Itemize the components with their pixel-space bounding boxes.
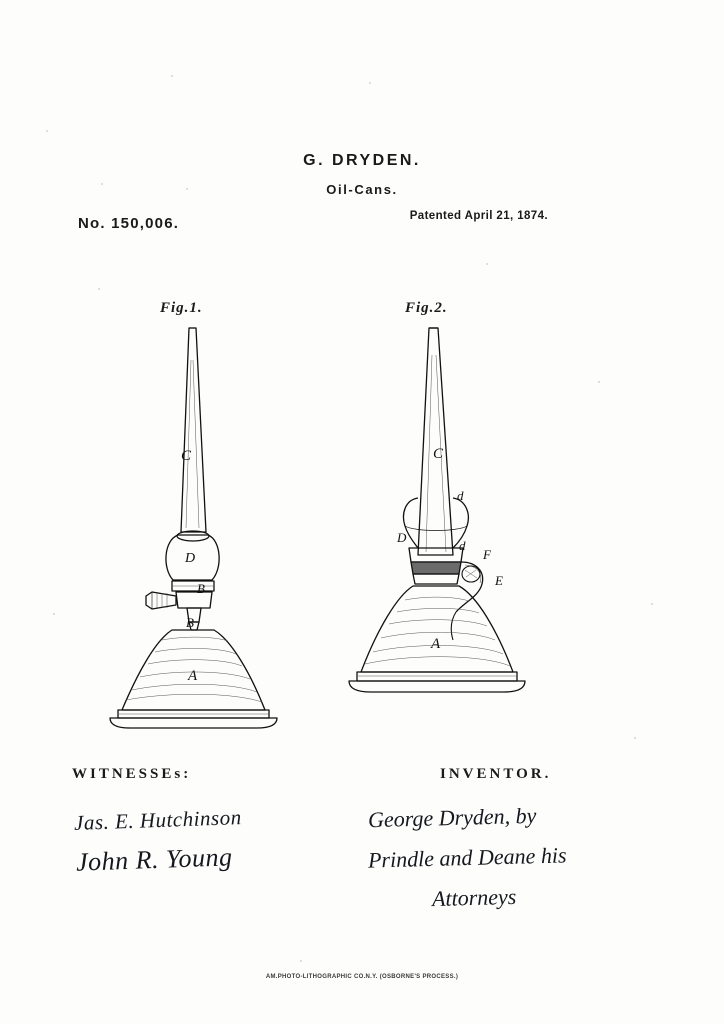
patent-date: Patented April 21, 1874. [409, 210, 548, 222]
part-letter-f: F [483, 547, 491, 562]
inventor-signature-line-2: Prindle and Deane his [367, 842, 567, 873]
paper-speckle [46, 130, 48, 132]
part-letter-b-upper: B [197, 581, 205, 596]
paper-speckle [486, 263, 488, 265]
paper-speckle [300, 960, 302, 962]
part-letter-e: E [495, 573, 503, 588]
witnesses-heading: WITNESSEs: [72, 766, 192, 782]
paper-speckle [634, 737, 636, 739]
page-title: G. DRYDEN. [303, 152, 421, 169]
figure-1-label: Fig.1. [160, 300, 203, 316]
witness-signature-2: John R. Young [75, 842, 233, 877]
witness-signature-1: Jas. E. Hutchinson [73, 805, 243, 835]
part-letter-d-left: D [397, 530, 407, 545]
paper-speckle [651, 603, 653, 605]
paper-speckle [171, 75, 173, 77]
patent-number: No. 150,006. [78, 215, 180, 232]
figure-2-label: Fig.2. [405, 300, 448, 316]
paper-speckle [98, 288, 100, 290]
part-letter-c: C [433, 446, 444, 462]
figure-2-drawing [305, 300, 595, 730]
part-letter-a: A [431, 636, 441, 652]
paper-speckle [53, 613, 55, 615]
page-subtitle: Oil-Cans. [326, 182, 398, 197]
part-letter-a: A [188, 668, 198, 684]
part-letter-d: D [185, 551, 196, 566]
part-letter-d-inner: d [459, 538, 466, 553]
part-letter-d-right: d [457, 488, 464, 503]
inventor-signature-line-1: George Dryden, by [367, 802, 537, 833]
inventor-heading: INVENTOR. [440, 766, 552, 782]
inventor-signature-line-3: Attorneys [431, 883, 517, 912]
paper-speckle [598, 381, 600, 383]
paper-speckle [369, 82, 371, 84]
part-letter-b-lower: B [186, 615, 194, 630]
part-letter-c: C [181, 448, 192, 464]
footer-credit: AM.PHOTO-LITHOGRAPHIC CO.N.Y. (OSBORNE'S PROCESS.) [265, 974, 459, 980]
